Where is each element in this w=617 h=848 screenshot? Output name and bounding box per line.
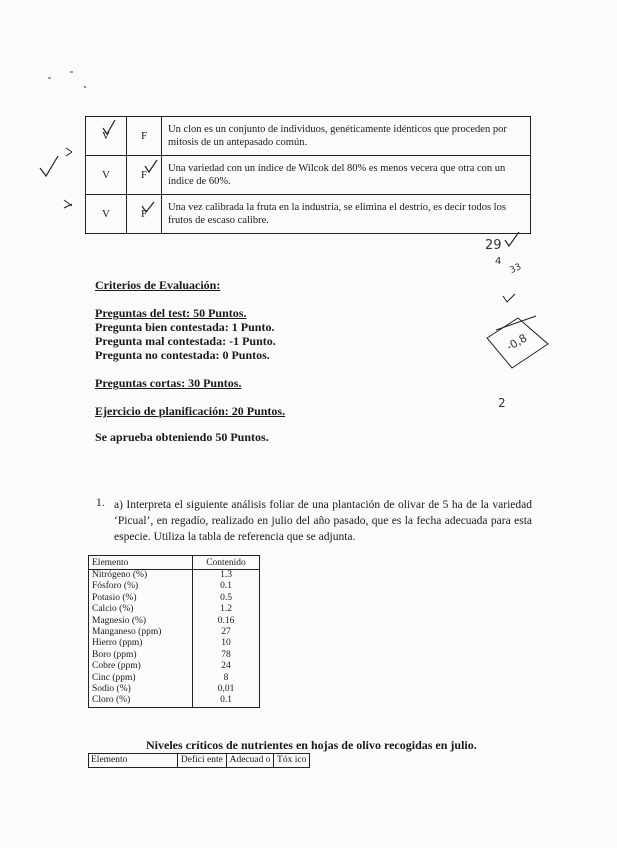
- test-points: Preguntas del test: 50 Puntos.: [95, 306, 247, 320]
- element-cell: Calcio (%): [89, 604, 193, 615]
- column-header: Elemento: [89, 754, 178, 768]
- pass-requirement: Se aprueba obteniendo 50 Puntos.: [95, 430, 269, 444]
- wrong-points: Pregunta mal contestada: -1 Punto.: [95, 334, 276, 348]
- handwritten-score: 33: [508, 262, 524, 276]
- false-option[interactable]: F: [127, 195, 162, 234]
- content-cell: 27: [193, 627, 260, 638]
- element-cell: Hierro (ppm): [89, 638, 193, 649]
- question-number: 1.: [96, 497, 105, 509]
- content-cell: 78: [193, 650, 260, 661]
- column-header: Tóx ico: [274, 754, 310, 768]
- column-header: Elemento: [89, 556, 193, 570]
- false-option[interactable]: F: [127, 117, 162, 156]
- element-cell: Cinc (ppm): [89, 673, 193, 684]
- element-cell: Potasio (%): [89, 593, 193, 604]
- content-cell: 24: [193, 661, 260, 672]
- statement: Una vez calibrada la fruta en la industria, se elimina el destrío, es decir todos los frutos de escaso calibre.: [162, 195, 531, 234]
- handwritten-score: 4: [495, 256, 502, 267]
- column-header: Contenido: [193, 556, 260, 570]
- content-cell: 1.2: [193, 604, 260, 615]
- true-option[interactable]: V: [86, 156, 127, 195]
- check-mark: [142, 202, 154, 212]
- content-cell: 0.5: [193, 593, 260, 604]
- column-header: Defici ente: [178, 754, 227, 768]
- content-cell: 0.16: [193, 616, 260, 627]
- statement: Una variedad con un índice de Wilcok del 80% es menos vecera que otra con un índice de 60%.: [162, 156, 531, 195]
- unanswered-points: Pregunta no contestada: 0 Puntos.: [95, 348, 270, 362]
- element-cell: Sodio (%): [89, 684, 193, 695]
- false-option[interactable]: F: [127, 156, 162, 195]
- element-cell: Magnesio (%): [89, 616, 193, 627]
- check-mark: [503, 294, 515, 302]
- true-option[interactable]: V: [86, 195, 127, 234]
- short-points: Preguntas cortas: 30 Puntos.: [95, 376, 242, 390]
- cross-mark: [64, 200, 72, 208]
- stray-mark: [48, 72, 86, 88]
- true-option[interactable]: V: [86, 117, 127, 156]
- content-cell: 0,01: [193, 684, 260, 695]
- column-header: Adecuad o: [226, 754, 274, 768]
- cross-mark: [66, 148, 72, 156]
- content-cell: 0.1: [193, 581, 260, 592]
- planning-points: Ejercicio de planificación: 20 Puntos.: [95, 404, 286, 418]
- element-cell: Nitrógeno (%): [89, 570, 193, 582]
- criteria-title: Criterios de Evaluación:: [95, 278, 221, 292]
- check-mark: [505, 232, 519, 246]
- check-mark: [40, 156, 58, 176]
- check-mark: [103, 120, 115, 134]
- element-cell: Fósforo (%): [89, 581, 193, 592]
- content-cell: 10: [193, 638, 260, 649]
- correct-points: Pregunta bien contestada: 1 Punto.: [95, 320, 275, 334]
- element-cell: Manganeso (ppm): [89, 627, 193, 638]
- content-cell: 0.1: [193, 695, 260, 707]
- element-cell: Cobre (ppm): [89, 661, 193, 672]
- content-cell: 8: [193, 673, 260, 684]
- handwritten-score: -0,8: [504, 331, 530, 354]
- handwritten-score: 29: [485, 238, 502, 253]
- check-mark: [145, 160, 157, 172]
- statement: Un clon es un conjunto de individuos, genéticamente idénticos que proceden por mitosis de un antepasado común.: [162, 117, 531, 156]
- element-cell: Cloro (%): [89, 695, 193, 707]
- element-cell: Boro (ppm): [89, 650, 193, 661]
- content-cell: 1.3: [193, 570, 260, 582]
- question-text: a) Interpreta el siguiente análisis foliar de una plantación de olivar de 5 ha de la variedad ‘Picual’, en regadío, realizado en julio del año pasado, que es la fecha adecuada para esta especie. Utiliza la tabla de referencia que se adjunta.: [114, 499, 532, 543]
- levels-title: Niveles críticos de nutrientes en hojas de olivo recogidas en julio.: [146, 738, 477, 752]
- handwritten-score: 2: [498, 396, 506, 410]
